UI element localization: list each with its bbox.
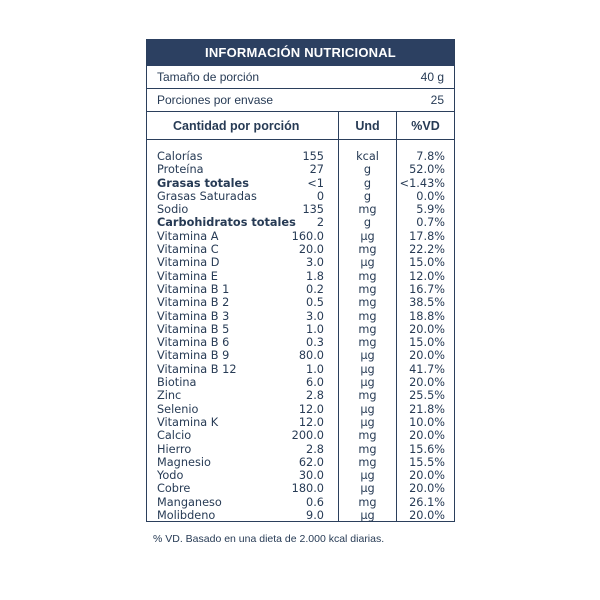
nutrient-amount: <1 [307,176,324,190]
nutrient-unit: µg [360,402,375,416]
nutrient-row [147,389,338,402]
nutrient-name: Cobre [157,482,191,496]
nutrient-row [147,509,338,522]
nutrient-unit: mg [358,296,377,310]
nutrient-row [147,496,338,509]
nutrient-row [147,403,338,416]
nutrient-name: Manganeso [157,495,222,509]
nutrient-unit-column [338,140,396,521]
nutrient-unit: µg [360,415,375,429]
nutrient-daily-value: 20.0% [409,509,445,523]
nutrient-amount: 155 [302,150,324,163]
nutrient-amount: 12.0 [298,402,324,416]
serving-size-label: Tamaño de porción [157,70,260,84]
nutrient-unit: mg [358,309,377,323]
nutrient-name: Vitamina E [157,269,218,283]
nutrient-row [147,336,338,349]
nutrient-amount: 160.0 [291,229,324,243]
nutrient-daily-value: 18.8% [409,309,445,323]
nutrient-row [147,429,338,442]
table-header [147,112,454,140]
nutrient-unit: mg [358,243,377,257]
nutrient-name: Vitamina B 5 [157,322,230,336]
nutrient-row [147,443,338,456]
nutrient-amount: 62.0 [298,455,324,469]
nutrient-name: Vitamina B 6 [157,336,230,350]
nutrient-amount: 9.0 [306,509,324,523]
nutrient-table-body [147,140,454,521]
nutrient-daily-value: 38.5% [409,296,445,310]
header-daily-value: %VD [396,112,454,139]
nutrient-amount: 3.0 [306,256,324,270]
nutrient-row [147,270,338,283]
nutrient-amount: 2.8 [306,442,324,456]
servings-per-container-label: Porciones por envase [157,93,274,107]
nutrient-name: Magnesio [157,455,211,469]
nutrient-amount: 20.0 [298,243,324,257]
nutrient-amount: 1.0 [306,362,324,376]
nutrient-name: Calcio [157,429,192,443]
nutrient-daily-value: 25.5% [409,389,445,403]
nutrient-unit: mg [358,389,377,403]
nutrient-daily-value: 0.0% [416,189,445,203]
nutrient-unit: g [363,163,372,177]
nutrient-name-column [147,140,338,521]
nutrient-daily-value: 10.0% [409,415,445,429]
nutrient-row [147,310,338,323]
nutrient-row [147,349,338,362]
nutrient-name: Sodio [157,203,189,217]
nutrient-daily-value: <1.43% [399,176,445,190]
nutrient-name: Vitamina K [157,415,219,429]
nutrient-name: Vitamina B 3 [157,309,230,323]
nutrient-row [147,230,338,243]
label-title: INFORMACIÓN NUTRICIONAL [147,39,454,66]
nutrient-amount: 2 [316,216,324,230]
nutrient-name: Hierro [157,442,192,456]
nutrient-daily-value: 20.0% [409,322,445,336]
nutrient-daily-value: 20.0% [409,482,445,496]
nutrient-name: Biotina [157,376,197,390]
nutrient-unit: µg [360,256,375,270]
nutrient-name: Calorías [157,150,203,163]
nutrient-name: Vitamina A [157,229,219,243]
nutrient-row [147,416,338,429]
nutrient-amount: 0 [316,189,324,203]
nutrient-row [147,482,338,495]
nutrient-name: Grasas totales [157,176,249,190]
nutrient-amount: 2.8 [306,389,324,403]
nutrient-daily-value: 0.7% [416,216,445,230]
nutrient-row [147,256,338,269]
nutrient-daily-value: 20.0% [409,376,445,390]
nutrient-amount: 200.0 [291,429,324,443]
nutrient-unit: mg [358,282,377,296]
nutrient-name: Vitamina B 2 [157,296,230,310]
serving-size-row [147,66,454,89]
nutrient-unit: µg [360,376,375,390]
nutrient-daily-value: 20.0% [409,469,445,483]
nutrient-daily-value: 26.1% [409,495,445,509]
nutrient-amount: 135 [302,203,324,217]
nutrient-row [147,163,338,176]
nutrient-row [147,190,338,203]
nutrient-amount: 0.6 [306,495,324,509]
nutrient-daily-value: 15.0% [409,256,445,270]
nutrient-name: Molibdeno [157,509,216,523]
nutrient-amount: 6.0 [306,376,324,390]
nutrient-name: Yodo [157,469,184,483]
nutrient-unit: g [363,216,372,230]
nutrient-row [147,376,338,389]
nutrient-name: Vitamina B 12 [157,362,237,376]
nutrient-unit: kcal [356,150,379,163]
nutrient-daily-value: 22.2% [409,243,445,257]
nutrient-unit: mg [358,455,377,469]
nutrient-unit: mg [358,429,377,443]
nutrient-unit: µg [360,482,375,496]
nutrient-unit: µg [360,469,375,483]
nutrient-unit: mg [358,269,377,283]
nutrient-amount: 3.0 [306,309,324,323]
nutrient-amount: 1.8 [306,269,324,283]
nutrient-daily-value: 15.0% [409,336,445,350]
nutrient-daily-value: 17.8% [409,229,445,243]
nutrient-amount: 80.0 [298,349,324,363]
nutrient-dv-column [396,140,454,521]
nutrient-amount: 27 [309,163,324,177]
nutrient-name: Selenio [157,402,199,416]
nutrient-unit: mg [358,203,377,217]
nutrient-name: Vitamina D [157,256,220,270]
nutrient-unit: g [363,189,372,203]
serving-size-value: 40 g [420,70,444,84]
nutrient-unit: mg [358,336,377,350]
nutrient-unit: µg [360,349,375,363]
nutrient-unit: µg [360,362,375,376]
nutrient-row [147,296,338,309]
nutrient-daily-value: 12.0% [409,269,445,283]
nutrient-name: Zinc [157,389,182,403]
footnote: % VD. Basado en una dieta de 2.000 kcal diarias. [153,533,385,545]
nutrient-daily-value: 52.0% [409,163,445,177]
nutrient-daily-value: 5.9% [416,203,445,217]
header-unit: Und [338,112,396,139]
nutrient-amount: 12.0 [298,415,324,429]
nutrient-row [147,456,338,469]
nutrient-amount: 180.0 [291,482,324,496]
nutrient-unit: µg [360,229,375,243]
nutrient-unit: mg [358,322,377,336]
nutrient-row [147,150,338,163]
nutrient-name: Vitamina B 9 [157,349,230,363]
nutrient-amount: 0.5 [306,296,324,310]
nutrient-daily-value: 15.5% [409,455,445,469]
nutrient-amount: 30.0 [298,469,324,483]
nutrient-unit: mg [358,442,377,456]
nutrient-daily-value: 41.7% [409,362,445,376]
nutrient-row [147,363,338,376]
nutrient-unit: g [363,176,372,190]
nutrient-row [147,283,338,296]
servings-per-container-row [147,89,454,112]
nutrient-amount: 0.3 [306,336,324,350]
nutrient-name: Vitamina B 1 [157,282,230,296]
nutrition-facts-label [146,39,455,522]
nutrient-row [147,216,338,229]
nutrient-amount: 0.2 [306,282,324,296]
nutrient-row [147,243,338,256]
nutrient-daily-value: 16.7% [409,282,445,296]
nutrient-unit: µg [360,509,375,523]
nutrient-daily-value: 20.0% [409,429,445,443]
servings-per-container-value: 25 [430,93,444,107]
nutrient-row [147,177,338,190]
nutrient-name: Proteína [157,163,204,177]
header-amount-per-serving: Cantidad por porción [173,118,300,133]
nutrient-daily-value: 7.8% [416,150,445,163]
nutrient-name: Vitamina C [157,243,219,257]
nutrient-daily-value: 21.8% [409,402,445,416]
nutrient-name: Grasas Saturadas [157,189,257,203]
nutrient-row [147,323,338,336]
nutrient-unit: mg [358,495,377,509]
nutrient-daily-value: 15.6% [409,442,445,456]
nutrient-daily-value: 20.0% [409,349,445,363]
nutrient-row [147,203,338,216]
nutrient-row [147,469,338,482]
nutrient-amount: 1.0 [306,322,324,336]
nutrient-name: Carbohidratos totales [157,216,296,230]
